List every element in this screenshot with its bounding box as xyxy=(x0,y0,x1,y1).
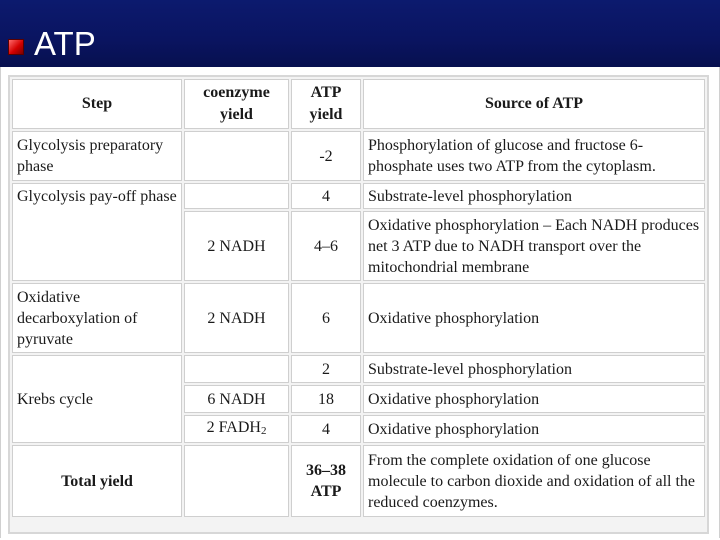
atp-cell: -2 xyxy=(291,131,361,181)
coenzyme-cell: 2 NADH xyxy=(184,283,289,353)
source-cell: Oxidative phosphorylation xyxy=(363,283,705,353)
source-cell: Substrate-level phosphorylation xyxy=(363,355,705,383)
step-glycolysis-preparatory: Glycolysis preparatory phase xyxy=(12,131,182,181)
red-square-bullet-icon xyxy=(8,39,24,55)
table-row xyxy=(12,283,705,353)
header-source-of-atp: Source of ATP xyxy=(363,79,705,129)
table-header-row xyxy=(12,79,705,129)
atp-cell: 4 xyxy=(291,415,361,443)
source-cell: Phosphorylation of glucose and fructose 6-phosphate uses two ATP from the cytoplasm. xyxy=(363,131,705,181)
coenzyme-cell xyxy=(184,131,289,181)
header-atp-yield: ATP yield xyxy=(291,79,361,129)
coenzyme-cell xyxy=(184,355,289,383)
coenzyme-cell: 6 NADH xyxy=(184,385,289,413)
coenzyme-fadh-label: 2 FADH xyxy=(206,418,261,436)
step-glycolysis-payoff-label: Glycolysis pay-off phase xyxy=(17,188,177,205)
source-cell: Oxidative phosphorylation – Each NADH produces net 3 ATP due to NADH transport over the mitochondrial membrane xyxy=(363,211,705,281)
step-oxidative-decarboxylation: Oxidative decarboxylation of pyruvate xyxy=(12,283,182,353)
table-row xyxy=(12,183,705,209)
source-cell: Oxidative phosphorylation xyxy=(363,415,705,443)
atp-total-cell: 36–38 ATP xyxy=(291,445,361,517)
coenzyme-cell xyxy=(184,183,289,209)
atp-cell: 6 xyxy=(291,283,361,353)
header-coenzyme-yield: coenzyme yield xyxy=(184,79,289,129)
atp-cell: 18 xyxy=(291,385,361,413)
atp-cell: 4–6 xyxy=(291,211,361,281)
source-total-cell: From the complete oxidation of one glucose molecule to carbon dioxide and oxidation of all the reduced coenzymes. xyxy=(363,445,705,517)
coenzyme-cell xyxy=(184,415,289,443)
table-row-total xyxy=(12,445,705,517)
slide-title: ATP xyxy=(34,25,96,62)
slide-title-bar xyxy=(0,0,720,67)
atp-cell: 2 xyxy=(291,355,361,383)
coenzyme-fadh-subscript: 2 xyxy=(260,424,267,437)
atp-yield-table-container xyxy=(8,75,709,534)
table-row xyxy=(12,131,705,181)
table-row xyxy=(12,355,705,383)
source-cell: Substrate-level phosphorylation xyxy=(363,183,705,209)
step-total-yield: Total yield xyxy=(12,445,182,517)
coenzyme-cell xyxy=(184,445,289,517)
header-step: Step xyxy=(12,79,182,129)
source-cell: Oxidative phosphorylation xyxy=(363,385,705,413)
atp-cell: 4 xyxy=(291,183,361,209)
coenzyme-cell: 2 NADH xyxy=(184,211,289,281)
step-krebs-cycle: Krebs cycle xyxy=(12,355,182,443)
step-glycolysis-payoff xyxy=(12,183,182,281)
atp-yield-table xyxy=(10,77,707,519)
